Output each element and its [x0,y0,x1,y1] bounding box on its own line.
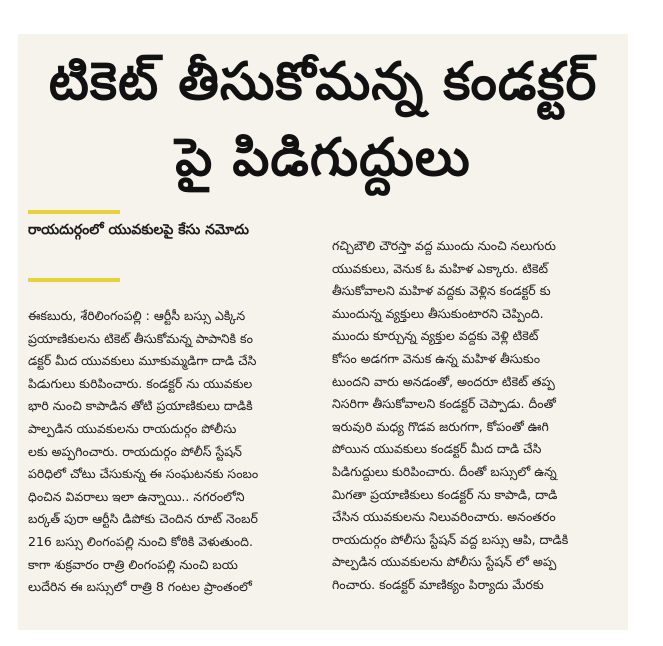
article-line: ముందు కూర్చున్న వ్యక్తుల వద్దకు వెళ్లి టికెట్ [332,328,539,344]
article-right-column [332,235,620,597]
article-line: కోసం అడగగా వెనుక ఉన్న మహిళ తీసుకుం [332,350,541,366]
subheading-line-1: రాయదుర్గంలో యువకులపై కేసు [28,222,201,238]
headline-line-1: టికెట్ తీసుకోమన్న కండక్టర్ [48,52,598,112]
article-line: మిగతా ప్రయాణికులు కండక్టర్ ను కాపాడి, దాడి [332,486,558,502]
article-line: పరిధిలో చోటు చేసుకున్న ఈ సంఘటనకు సంబం [28,466,259,482]
article-line: యువకులు, వెనుక ఓ మహిళ ఎక్కారు. టికెట్ [332,260,549,276]
article-line: లుదేరిన ఈ బస్సులో రాత్రి 8 గంటల ప్రాంతంలో [28,579,252,595]
article-line: నిసరిగా తీసుకోవాలని కండక్టర్ చెప్పాడు. దీంతో [332,396,556,412]
article-line: కాగా శుక్రవారం రాత్రి లింగంపల్లి నుంచి బయ [28,556,238,572]
subheading-accent-bar-top [28,210,120,214]
article-line: పిడుగులు కురిపించారు. కండక్టర్ ను యువకుల [28,375,253,391]
article-line: 216 బస్సు లింగంపల్లి నుంచి కోఠికి వెళుతుంది. [28,533,253,549]
subheading-line-2: నమోదు [205,222,249,238]
article-line: ముందున్న వ్యక్తులు తీసుకుంటారని చెప్పింది. [332,305,544,321]
article-line: రాయదుర్గం పోలీసు స్టేషన్ వద్ద బస్సు ఆపి, దాడికి [332,531,569,547]
article-line: గచ్చిబౌలి చౌరస్తా వద్ద ముందు నుంచి నలుగురు [332,238,556,253]
article-line: భారి నుంచి కాపాడిన తోటి ప్రయాణికులు దాడికి [28,398,253,414]
article-left-column [28,305,318,599]
article-line: చేసిన యువకులను నిలువరించారు. అనంతరం [332,509,556,525]
article-line: లకు అప్పగించారు. రాయదుర్గం పోలీస్ స్టేషన్ [28,443,242,459]
subheading [28,218,313,242]
article-line: ఈకబురు, శేరిలింగంపల్లి : ఆర్టీసీ బస్సు ఎక్కిన [28,308,246,323]
article-line: గించారు. కండక్టర్ మాణిక్యం పిర్యాదు మేరకు [332,576,544,592]
article-line: టుందని వారు అనడంతో, అందరూ టికెట్ తప్ప [332,373,555,389]
subheading-accent-bar-bottom [28,278,120,282]
article-line: ధించిన వివరాలు ఇలా ఉన్నాయి.. నగరంలోని [28,488,245,504]
article-line: పాల్పడిన యువకులను పోలీసు స్టేషన్ లో అప్ప [332,554,557,570]
article-line: ఇరువురి మధ్య గొడవ జరుగగా, కోపంతో ఊగి [332,418,549,434]
article-line: డక్టర్ మీద యువకులు మూకుమ్మడిగా దాడి చేసి [28,353,257,369]
article-line: పిడిగుద్దులు కురిపించారు. దీంతో బస్సులో ఉన్న [332,463,557,479]
article-line: తీసుకోవాలని మహిళ వద్దకు వెళ్లిన కండక్టర్ కు [332,283,551,299]
headline [18,44,628,196]
article-line: పోయిన యువకులు కండక్టర్ మీద దాడి చేసి [332,441,542,457]
article-line: ప్రయాణికులను టికెట్ తీసుకోమన్న పాపానికి కం [28,330,253,346]
newspaper-clipping [18,34,628,630]
headline-line-2: పై పిడిగుద్దులు [175,128,471,188]
article-line: పాల్పడిన యువకులను రాయదుర్గం పోలీసు [28,420,237,436]
article-line: బర్కత్ పురా ఆర్టీసి డిపోకు చెందిన రూట్ నెంబర్ [28,511,258,527]
